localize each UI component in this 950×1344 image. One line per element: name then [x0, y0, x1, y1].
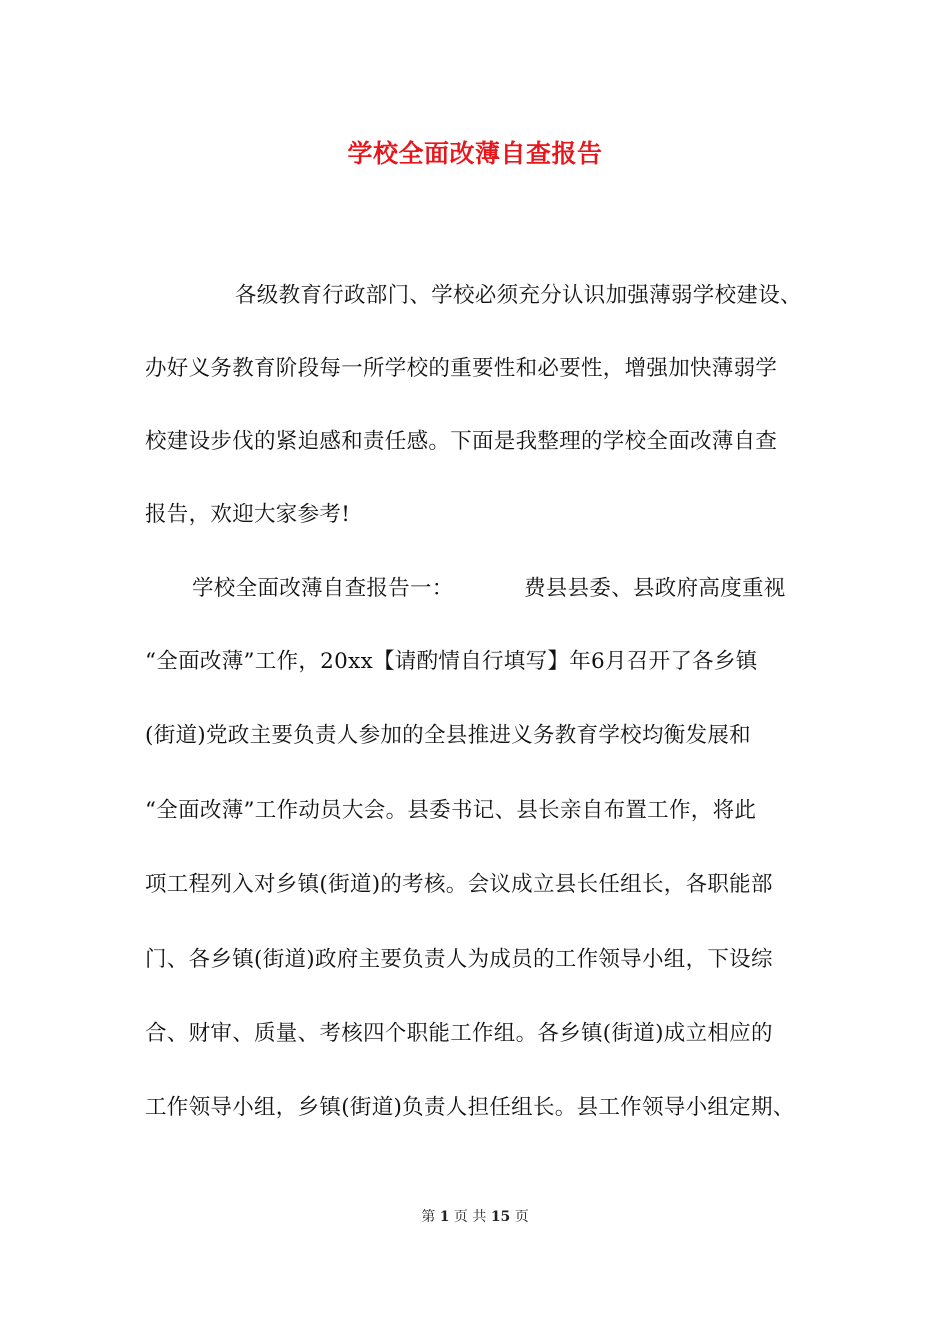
paragraph-line-4: 报告，欢迎大家参考! [145, 502, 351, 527]
paragraph-line-9: 项工程列入对乡镇(街道)的考核。会议成立县长任组长，各职能部 [145, 872, 773, 897]
page-footer [0, 1207, 950, 1227]
paragraph-line-2: 办好义务教育阶段每一所学校的重要性和必要性，增强加快薄弱学 [145, 356, 778, 381]
footer-suffix: 页 [514, 1209, 529, 1225]
paragraph-line-7: (街道)党政主要负责人参加的全县推进义务教育学校均衡发展和 [145, 723, 751, 748]
paragraph-line-6: “全面改薄”工作，20xx【请酌情自行填写】年6月召开了各乡镇 [145, 649, 758, 674]
paragraph-line-11: 合、财审、质量、考核四个职能工作组。各乡镇(街道)成立相应的 [145, 1021, 773, 1046]
footer-page-number: 1 [439, 1209, 450, 1225]
paragraph-line-3: 校建设步伐的紧迫感和责任感。下面是我整理的学校全面改薄自查 [145, 429, 778, 454]
paragraph-line-5: 费县县委、县政府高度重视 [524, 576, 786, 601]
paragraph-line-10: 门、各乡镇(街道)政府主要负责人为成员的工作领导小组，下设综 [145, 947, 773, 972]
paragraph-line-12: 工作领导小组，乡镇(街道)负责人担任组长。县工作领导小组定期、 [145, 1095, 795, 1120]
paragraph-line-8: “全面改薄”工作动员大会。县委书记、县长亲自布置工作，将此 [145, 798, 757, 823]
footer-middle: 页 共 [453, 1209, 487, 1225]
footer-prefix: 第 [421, 1209, 436, 1225]
paragraph-line-1: 各级教育行政部门、学校必须充分认识加强薄弱学校建设、 [235, 283, 802, 308]
footer-total-pages: 15 [490, 1209, 511, 1225]
section-heading-report-one: 学校全面改薄自查报告一： [192, 576, 454, 601]
document-title: 学校全面改薄自查报告 [347, 139, 603, 168]
